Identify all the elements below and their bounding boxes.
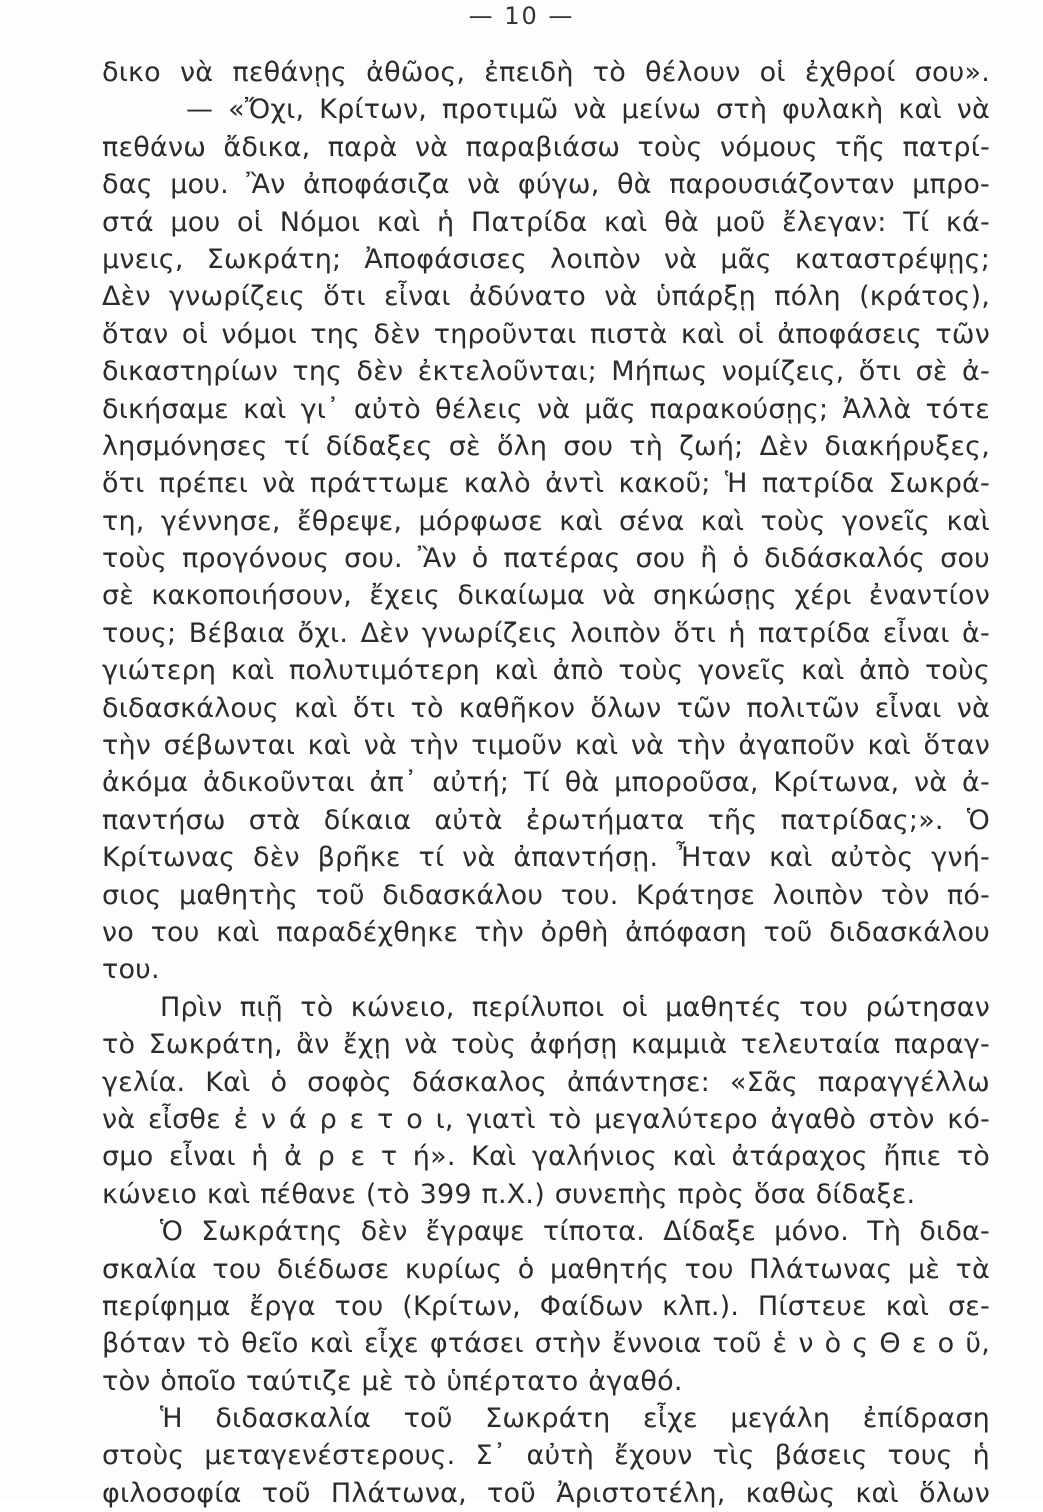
text-line: ὅταν οἱ νόμοι της δὲν τηροῦνται πιστὰ καὶ οἱ ἀποφάσεις τῶν <box>102 318 990 350</box>
text-line: σὲ κακοποιήσουν, ἔχεις δικαίωμα νὰ σηκώσῃς χέρι ἐναντίον <box>102 580 990 612</box>
text-line: παντήσω στὰ δίκαια αὐτὰ ἐρωτήματα τῆς πατρίδας;». Ὁ <box>102 804 990 836</box>
text-line: δικαστηρίων της δὲν ἐκτελοῦνται; Μήπως νομίζεις, ὅτι σὲ ἀ- <box>102 356 990 388</box>
text-line: δικο νὰ πεθάνῃς ἀθῶος, ἐπειδὴ τὸ θέλουν οἱ ἐχθροί σου». <box>102 57 990 88</box>
text-line: τὸν ὁποῖο ταύτιζε μὲ τὸ ὑπέρτατο ἀγαθό. <box>102 1365 683 1397</box>
text-line: στά μου οἱ Νόμοι καὶ ἡ Πατρίδα καὶ θὰ μοῦ ἔλεγαν: Τί κά- <box>102 206 990 238</box>
text-line: σκαλία του διέδωσε κυρίως ὁ μαθητής του Πλάτωνας μὲ τὰ <box>102 1253 990 1285</box>
text-line: Ἡ διδασκαλία τοῦ Σωκράτη εἶχε μεγάλη ἐπίδραση <box>160 1403 990 1435</box>
text-line: γελία. Καὶ ὁ σοφὸς δάσκαλος ἀπάντησε: «Σᾶς παραγγέλλω <box>102 1066 990 1098</box>
text-line: του. <box>102 954 160 986</box>
text-line: μνεις, Σωκράτη; Ἀποφάσισες λοιπὸν νὰ μᾶς καταστρέψῃς; <box>102 243 990 275</box>
text-line: σμο εἶναι ἡ ἀ ρ ε τ ή». Καὶ γαλήνιος καὶ ἀτάραχος ἤπιε τὸ <box>102 1141 990 1173</box>
text-line: διδασκάλους καὶ ὅτι τὸ καθῆκον ὅλων τῶν πολιτῶν εἶναι νὰ <box>102 692 990 724</box>
text-line: σιος μαθητὴς τοῦ διδασκάλου του. Κράτησε λοιπὸν τὸν πό- <box>102 879 990 911</box>
text-line: Κρίτωνας δὲν βρῆκε τί νὰ ἀπαντήσῃ. Ἦταν καὶ αὐτὸς γνή- <box>102 842 990 874</box>
text-line: τὴν σέβωνται καὶ νὰ τὴν τιμοῦν καὶ νὰ τὴν ἀγαποῦν καὶ ὅταν <box>102 730 990 762</box>
text-line: τὸ Σωκράτη, ἂν ἔχῃ νὰ τοὺς ἀφήσῃ καμμιὰ τελευταία παραγ- <box>102 1029 990 1061</box>
text-line: τη, γέννησε, ἔθρεψε, μόρφωσε καὶ σένα καὶ τοὺς γονεῖς καὶ <box>102 505 990 537</box>
text-line: δας μου. Ἂν ἀποφάσιζα νὰ φύγω, θὰ παρουσιάζονταν μπρο- <box>102 169 990 201</box>
text-line: Ὁ Σωκράτης δὲν ἔγραψε τίποτα. Δίδαξε μόνο. Τὴ διδα- <box>160 1216 990 1248</box>
text-line: Πρὶν πιῇ τὸ κώνειο, περίλυποι οἱ μαθητές του ρώτησαν <box>160 991 990 1023</box>
body-text <box>102 54 990 1512</box>
text-line: νο του καὶ παραδέχθηκε τὴν ὀρθὴ ἀπόφαση τοῦ διδασκάλου <box>102 916 990 948</box>
text-line: τοὺς προγόνους σου. Ἂν ὁ πατέρας σου ἢ ὁ διδάσκαλός σου <box>102 543 990 575</box>
text-line: κώνειο καὶ πέθανε (τὸ 399 π.Χ.) συνεπὴς πρὸς ὅσα δίδαξε. <box>102 1178 916 1210</box>
text-line: ἀκόμα ἀδικοῦνται ἀπ᾽ αὐτή; Τί θὰ μποροῦσα, Κρίτωνα, νὰ ἀ- <box>102 767 990 799</box>
text-line: νὰ εἶσθε ἐ ν ά ρ ε τ ο ι, γιατὶ τὸ μεγαλύτερο ἀγαθὸ στὸν κό- <box>102 1103 990 1135</box>
text-line: περίφημα ἔργα του (Κρίτων, Φαίδων κλπ.). Πίστευε καὶ σε- <box>102 1290 990 1322</box>
text-line: Δὲν γνωρίζεις ὅτι εἶναι ἀδύνατο νὰ ὑπάρξῃ πόλη (κράτος), <box>102 281 990 313</box>
text-line: — «Ὄχι, Κρίτων, προτιμῶ νὰ μείνω στὴ φυλακὴ καὶ νὰ <box>186 94 990 126</box>
page-number: — 10 — <box>468 2 575 30</box>
text-line: πεθάνω ἄδικα, παρὰ νὰ παραβιάσω τοὺς νόμους τῆς πατρί- <box>102 131 990 163</box>
text-line: φιλοσοφία τοῦ Πλάτωνα, τοῦ Ἀριστοτέλη, καθὼς καὶ ὅλων <box>102 1477 990 1509</box>
text-line: δικήσαμε καὶ γι᾽ αὐτὸ θέλεις νὰ μᾶς παρακούσῃς; Ἀλλὰ τότε <box>102 393 990 425</box>
text-line: τους; Βέβαια ὄχι. Δὲν γνωρίζεις λοιπὸν ὅτι ἡ πατρίδα εἶναι ἁ- <box>102 617 990 649</box>
text-line: ὅτι πρέπει νὰ πράττωμε καλὸ ἀντὶ κακοῦ; Ἡ πατρίδα Σωκρά- <box>102 468 990 500</box>
text-line: βόταν τὸ θεῖο καὶ εἶχε φτάσει στὴν ἔννοια τοῦ ἑ ν ὸ ς Θ ε ο ῦ, <box>102 1328 990 1360</box>
text-line: λησμόνησες τί δίδαξες σὲ ὅλη σου τὴ ζωή; Δὲν διακήρυξες, <box>102 430 990 462</box>
text-line: γιώτερη καὶ πολυτιμότερη καὶ ἀπὸ τοὺς γονεῖς καὶ ἀπὸ τοὺς <box>102 655 990 687</box>
text-line: στοὺς μεταγενέστερους. Σ᾽ αὐτὴ ἔχουν τὶς βάσεις τους ἡ <box>102 1440 990 1472</box>
